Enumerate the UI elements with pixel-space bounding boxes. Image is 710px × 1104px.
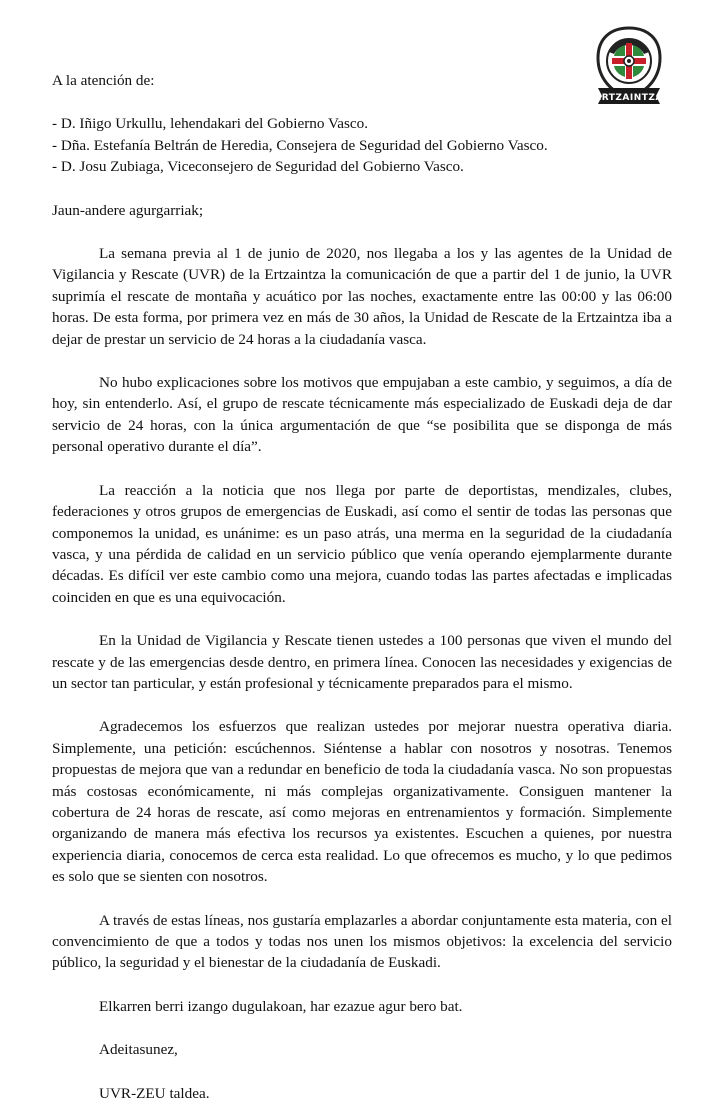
paragraph-5: Agradecemos los esfuerzos que realizan ustedes por mejorar nuestra operativa diaria. Simplemente, una petición: escúchennos. Siéntense a hablar con nosotros y nosotras. Tenemos propuestas de mejora que van a redundar en beneficio de toda la ciudadanía vasca. No son propuestas más costosas económicamente, ni más complejas organizativamente. Consiguen mantener la cobertura de 24 horas de rescate, así como mejoras en entrenamientos y formación. Simplemente organizando de manera más efectiva los recursos ya existentes. Escuchen a quienes, por nuestra experiencia diaria, conocemos de cerca esta realidad. Lo que ofrecemos es mucho, y lo que pedimos es solo que se sienten con nosotros. bbox=[52, 718, 672, 886]
greeting: Jaun-andere agurgarriak; bbox=[52, 201, 204, 219]
closing-line: Elkarren berri izango dugulakoan, har ezazue agur bero bat. bbox=[99, 997, 463, 1015]
paragraph-6: A través de estas líneas, nos gustaría emplazarles a abordar conjuntamente esta materia, con el convencimiento de que a todos y todas nos unen los mismos objetivos: la excelencia del servicio público, la seguridad y el bienestar de la ciudadanía de Euskadi. bbox=[52, 911, 672, 972]
signature: UVR-ZEU taldea. bbox=[99, 1084, 210, 1102]
closing-regards: Adeitasunez, bbox=[99, 1041, 178, 1059]
svg-text:ERTZAINTZA: ERTZAINTZA bbox=[595, 93, 663, 103]
paragraph-4: En la Unidad de Vigilancia y Rescate tienen ustedes a 100 personas que viven el mundo del rescate y de las emergencias desde dentro, en primera línea. Conocen las necesidades y exigencias de un sector tan particular, y están profesional y técnicamente preparados para el mismo. bbox=[52, 632, 672, 692]
recipient-1: - D. Iñigo Urkullu, lehendakari del Gobierno Vasco. bbox=[52, 115, 369, 133]
letter-body bbox=[52, 70, 672, 1104]
recipient-2: - Dña. Estefanía Beltrán de Heredia, Consejera de Seguridad del Gobierno Vasco. bbox=[52, 136, 548, 154]
salutation-to: A la atención de: bbox=[52, 72, 155, 89]
paragraph-2: No hubo explicaciones sobre los motivos que empujaban a este cambio, y seguimos, a día de hoy, sin entenderlo. Así, el grupo de rescate técnicamente más especializado de Euskadi deja de dar servicio de 24 horas, con la única argumentación de que “se posibilita que se disponga de más personal operativo durante el día”. bbox=[52, 374, 672, 456]
recipient-3: - D. Josu Zubiaga, Viceconsejero de Seguridad del Gobierno Vasco. bbox=[52, 158, 464, 176]
paragraph-3: La reacción a la noticia que nos llega por parte de deportistas, mendizales, clubes, federaciones y otros grupos de emergencias de Euskadi, así como el sentir de todas las personas que componemos la unidad, es unánime: es un paso atrás, una merma en la seguridad de la ciudadanía vasca, y una pérdida de calidad en un servicio público que venía operando ejemplarmente durante décadas. Es difícil ver este cambio como una mejora, cuando todas las partes afectadas e implicadas coinciden en que es una equivocación. bbox=[52, 481, 672, 606]
paragraph-1: La semana previa al 1 de junio de 2020, nos llegaba a los y las agentes de la Unidad de Vigilancia y Rescate (UVR) de la Ertzaintza la comunicación de que a partir del 1 de junio, la UVR suprimía el rescate de montaña y acuático por las noches, exactamente entre las 00:00 y las 06:00 horas. De esta forma, por primera vez en más de 30 años, la Unidad de Rescate de la Ertzaintza iba a dejar de prestar un servicio de 24 horas a la ciudadanía vasca. bbox=[52, 245, 672, 348]
